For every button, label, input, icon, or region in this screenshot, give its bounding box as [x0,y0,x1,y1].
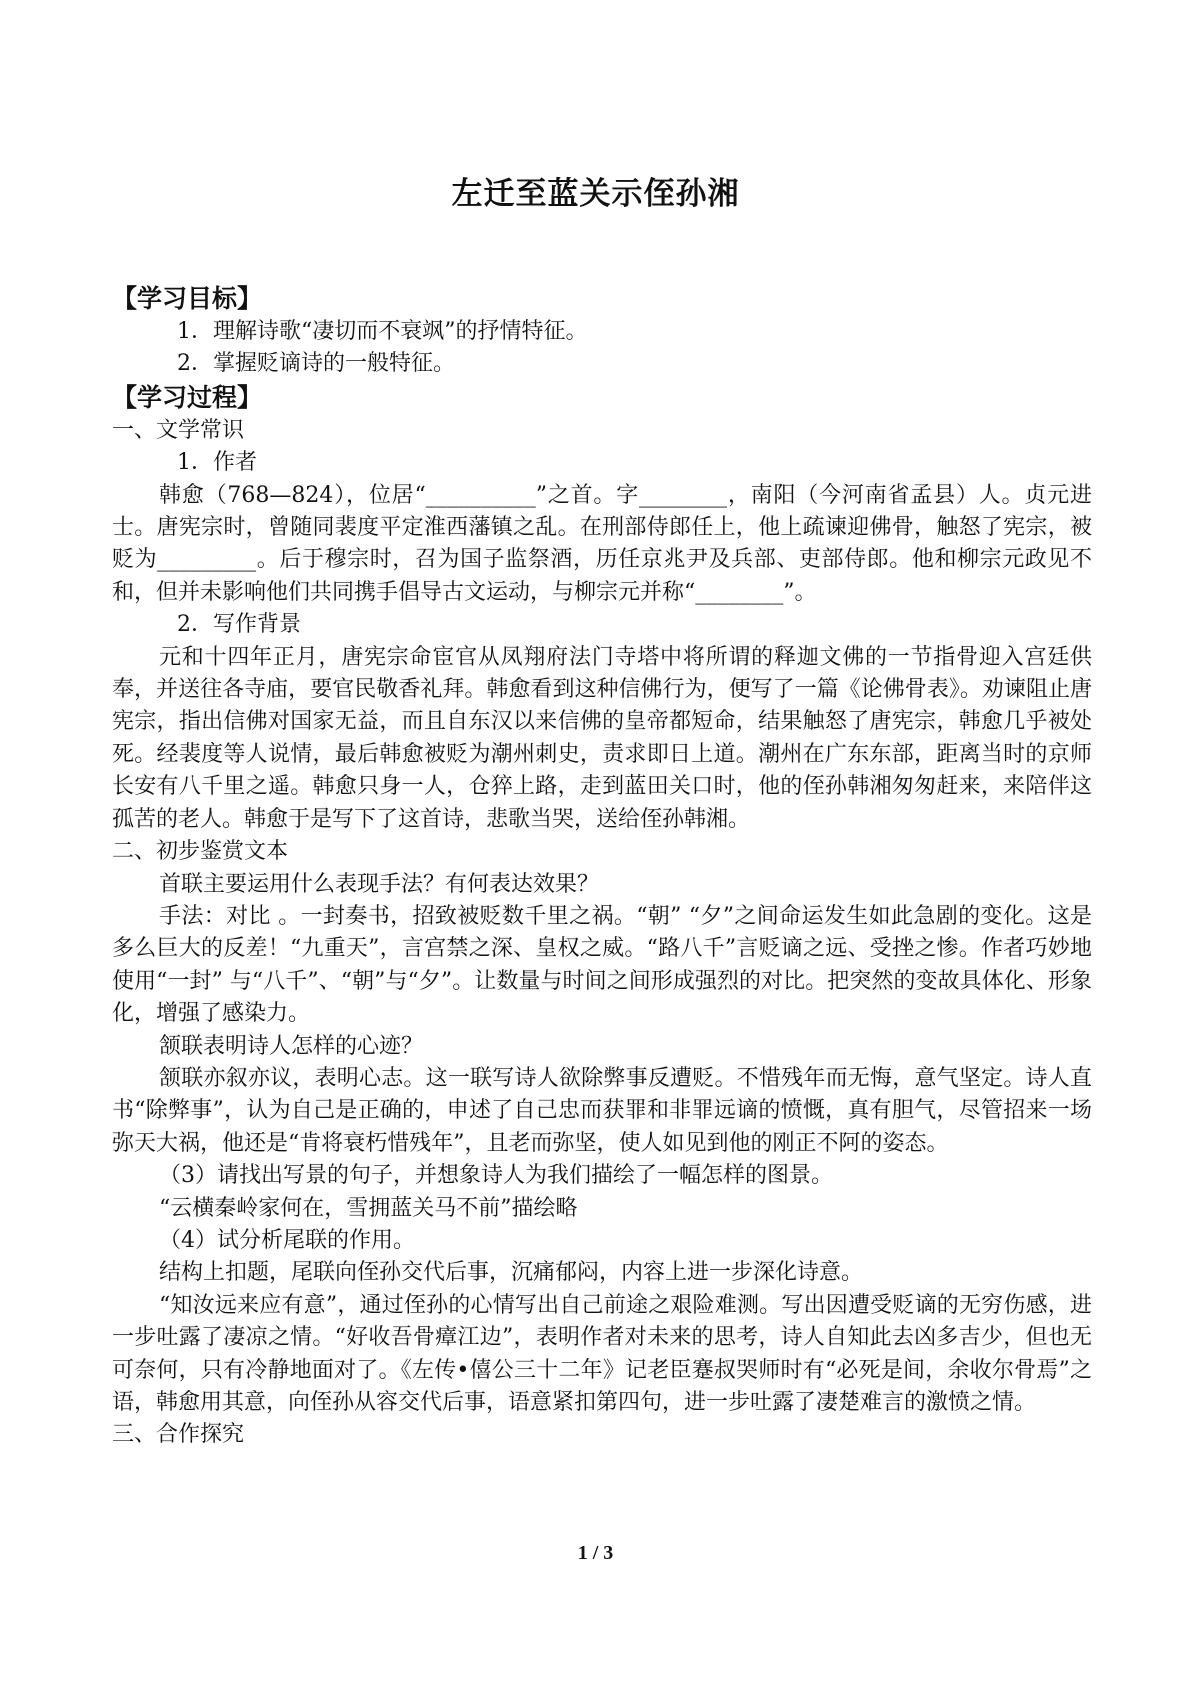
question-1: 首联主要运用什么表现手法？有何表达效果？ [159,871,600,897]
page-number: 1 / 3 [577,1542,614,1564]
answer-4-structure: 结构上扣题，尾联向侄孙交代后事，沉痛郁闷，内容上进一步深化诗意。 [159,1260,864,1286]
answer-4-content: “知汝远来应有意”，通过侄孙的心情写出自己前途之艰险难测。写出因遭受贬谪的无穷伤感，进一步吐露了凄凉之情。“好收吾骨瘴江边”，表明作者对未来的思考，诗人自知此去凶多吉少，但也无可奈何，只有冷静地面对了。《左传•僖公三十二年》记老臣蹇叔哭师时有“必死是间，余收尔骨焉”之语，韩愈用其意，向侄孙从容交代后事，语意紧扣第四句，进一步吐露了凄楚难言的激愤之情。 [112,1292,1092,1415]
answer-3: “云横秦岭家何在，雪拥蓝关马不前”描绘略 [159,1195,578,1221]
process-heading: 【学习过程】 [112,382,263,412]
answer-2: 颔联亦叙亦议，表明心志。这一联写诗人欲除弊事反遭贬。不惜残年而无悔，意气坚定。诗人直书“除弊事”，认为自己是正确的，申述了自己忠而获罪和非罪远谪的愤慨，真有胆气，尽管招来一场弥天大祸，他还是“肯将衰朽惜残年”，且老而弥坚，使人如见到他的刚正不阿的姿态。 [112,1065,1092,1156]
question-3: （3）请找出写景的句子，并想象诗人为我们描绘了一幅怎样的图景。 [159,1163,833,1189]
author-paragraph: 韩愈（768—824），位居“__________”之首。字________，南阳（今河南省孟县）人。贞元进士。唐宪宗时，曾随同裴度平定淮西藩镇之乱。在刑部侍郎任上，他上疏谏迎佛骨，触怒了宪宗，被贬为_________。后于穆宗时，召为国子监祭酒，历任京兆尹及兵部、吏部侍郎。他和柳宗元政见不和，但并未影响他们共同携手倡导古文运动，与柳宗元并称“________”。 [112,482,1092,605]
question-4: （4）试分析尾联的作用。 [159,1227,415,1253]
document-body [112,282,1092,1452]
author-subheading: 1．作者 [177,450,257,476]
objectives-heading: 【学习目标】 [112,284,263,313]
section1-heading: 一、文学常识 [112,417,245,443]
answer-1: 手法：对比 。一封奏书，招致被贬数千里之祸。“朝” “夕”之间命运发生如此急剧的变化。这是多么巨大的反差！“九重天”，言宫禁之深、皇权之威。“路八千”言贬谪之远、受挫之惨。作者巧妙地使用“一封” 与“八千”、“朝”与“夕”。让数量与时间之间形成强烈的对比。把突然的变故具体化、形象化，增强了感染力。 [112,903,1092,1027]
objective-item-1: 1．理解诗歌“凄切而不衰飒”的抒情特征。 [177,319,588,344]
question-2: 颔联表明诗人怎样的心迹？ [159,1033,424,1059]
section3-heading: 三、合作探究 [112,1422,245,1448]
section2-heading: 二、初步鉴赏文本 [112,839,289,865]
objective-item-2: 2．掌握贬谪诗的一般特征。 [177,351,455,377]
background-subheading: 2．写作背景 [177,612,301,638]
background-paragraph: 元和十四年正月，唐宪宗命宦官从凤翔府法门寺塔中将所谓的释迦文佛的一节指骨迎入宫廷供奉，并送往各寺庙，要官民敬香礼拜。韩愈看到这种信佛行为，便写了一篇《论佛骨表》。劝谏阻止唐宪宗，指出信佛对国家无益，而且自东汉以来信佛的皇帝都短命，结果触怒了唐宪宗，韩愈几乎被处死。经裴度等人说情，最后韩愈被贬为潮州刺史，责求即日上道。潮州在广东东部，距离当时的京师长安有八千里之遥。韩愈只身一人，仓猝上路，走到蓝田关口时，他的侄孙韩湘匆匆赶来，来陪伴这孤苦的老人。韩愈于是写下了这首诗，悲歌当哭，送给侄孙韩湘。 [112,644,1092,832]
document-title: 左迁至蓝关示侄孙湘 [451,176,740,212]
